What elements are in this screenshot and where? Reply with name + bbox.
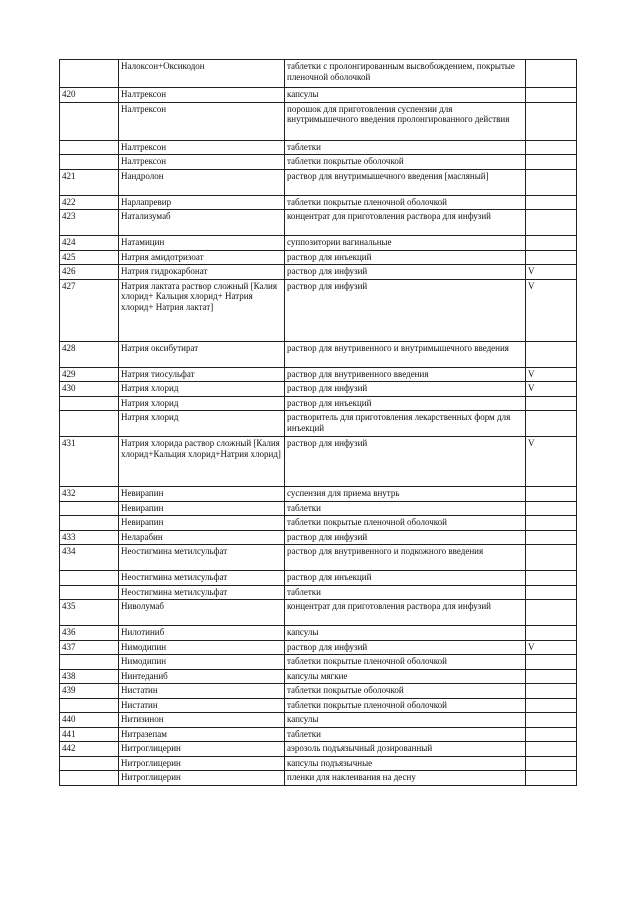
- drug-name: Натрия оксибутират: [119, 341, 285, 367]
- dosage-form: раствор для инфузий: [285, 382, 526, 397]
- vital-mark: V: [526, 437, 577, 487]
- dosage-form: таблетки покрытые пленочной оболочкой: [285, 655, 526, 670]
- table-row: [60, 367, 577, 382]
- vital-mark: [526, 600, 577, 626]
- row-number: [60, 501, 119, 516]
- dosage-form: концентрат для приготовления раствора для инфузий: [285, 210, 526, 236]
- table-row: [60, 437, 577, 487]
- vital-mark: [526, 756, 577, 771]
- row-number: 440: [60, 713, 119, 728]
- vital-mark: [526, 669, 577, 684]
- row-number: 441: [60, 727, 119, 742]
- row-number: 423: [60, 210, 119, 236]
- vital-mark: [526, 236, 577, 251]
- row-number: 430: [60, 382, 119, 397]
- table-row: [60, 655, 577, 670]
- table-row: [60, 545, 577, 571]
- drug-name: Натрия амидотризоат: [119, 250, 285, 265]
- vital-mark: [526, 155, 577, 170]
- dosage-form: раствор для внутривенного и подкожного введения: [285, 545, 526, 571]
- row-number: [60, 411, 119, 437]
- dosage-form: таблетки с пролонгированным высвобождением, покрытые пленочной оболочкой: [285, 60, 526, 88]
- table-row: [60, 571, 577, 586]
- dosage-form: раствор для инъекций: [285, 396, 526, 411]
- table-row: [60, 265, 577, 280]
- dosage-form: таблетки: [285, 140, 526, 155]
- row-number: 432: [60, 487, 119, 502]
- vital-mark: [526, 501, 577, 516]
- vital-mark: [526, 250, 577, 265]
- drug-name: Невирапин: [119, 501, 285, 516]
- table-row: [60, 487, 577, 502]
- drug-name: Нимодипин: [119, 655, 285, 670]
- vital-mark: [526, 742, 577, 757]
- vital-mark: [526, 713, 577, 728]
- row-number: 427: [60, 279, 119, 341]
- row-number: 428: [60, 341, 119, 367]
- dosage-form: раствор для инфузий: [285, 640, 526, 655]
- vital-mark: [526, 571, 577, 586]
- row-number: [60, 655, 119, 670]
- drug-name: Натрия хлорид: [119, 411, 285, 437]
- table-row: [60, 516, 577, 531]
- drug-name: Нистатин: [119, 684, 285, 699]
- table-row: [60, 169, 577, 195]
- vital-mark: [526, 210, 577, 236]
- dosage-form: раствор для внутривенного и внутримышечного введения: [285, 341, 526, 367]
- table-row: [60, 102, 577, 140]
- vital-mark: [526, 771, 577, 786]
- row-number: [60, 102, 119, 140]
- table-row: [60, 669, 577, 684]
- drug-name: Неларабин: [119, 530, 285, 545]
- drug-name: Налтрексон: [119, 102, 285, 140]
- drug-name: Натализумаб: [119, 210, 285, 236]
- vital-mark: V: [526, 640, 577, 655]
- dosage-form: раствор для инфузий: [285, 530, 526, 545]
- dosage-form: таблетки покрытые пленочной оболочкой: [285, 516, 526, 531]
- vital-mark: [526, 140, 577, 155]
- row-number: 424: [60, 236, 119, 251]
- vital-mark: [526, 655, 577, 670]
- dosage-form: таблетки покрытые оболочкой: [285, 155, 526, 170]
- dosage-form: таблетки покрытые оболочкой: [285, 684, 526, 699]
- drug-name: Неостигмина метилсульфат: [119, 571, 285, 586]
- drug-name: Нарлапревир: [119, 195, 285, 210]
- drug-name: Невирапин: [119, 487, 285, 502]
- vital-mark: V: [526, 265, 577, 280]
- vital-mark: [526, 195, 577, 210]
- drug-name: Налтрексон: [119, 140, 285, 155]
- drug-name: Неостигмина метилсульфат: [119, 545, 285, 571]
- row-number: 439: [60, 684, 119, 699]
- dosage-form: раствор для инъекций: [285, 571, 526, 586]
- drug-name: Натамицин: [119, 236, 285, 251]
- table-row: [60, 60, 577, 88]
- vital-mark: [526, 545, 577, 571]
- table-row: [60, 341, 577, 367]
- row-number: 436: [60, 626, 119, 641]
- dosage-form: капсулы подъязычные: [285, 756, 526, 771]
- dosage-form: таблетки покрытые пленочной оболочкой: [285, 698, 526, 713]
- row-number: [60, 516, 119, 531]
- table-row: [60, 501, 577, 516]
- drug-name: Невирапин: [119, 516, 285, 531]
- dosage-form: капсулы: [285, 88, 526, 103]
- table-row: [60, 713, 577, 728]
- vital-mark: V: [526, 382, 577, 397]
- vital-mark: [526, 411, 577, 437]
- table-row: [60, 250, 577, 265]
- row-number: [60, 155, 119, 170]
- row-number: [60, 771, 119, 786]
- drug-name: Натрия лактата раствор сложный [Калия хлорид+ Кальция хлорид+ Натрия хлорид+ Натрия лактат]: [119, 279, 285, 341]
- dosage-form: растворитель для приготовления лекарственных форм для инъекций: [285, 411, 526, 437]
- table-row: [60, 236, 577, 251]
- drug-name: Нитроглицерин: [119, 771, 285, 786]
- drug-name: Натрия гидрокарбонат: [119, 265, 285, 280]
- dosage-form: раствор для инъекций: [285, 250, 526, 265]
- drug-name: Натрия хлорида раствор сложный [Калия хлорид+Кальция хлорид+Натрия хлорид]: [119, 437, 285, 487]
- drug-name: Нандролон: [119, 169, 285, 195]
- row-number: 442: [60, 742, 119, 757]
- dosage-form: концентрат для приготовления раствора для инфузий: [285, 600, 526, 626]
- row-number: 433: [60, 530, 119, 545]
- vital-mark: [526, 60, 577, 88]
- dosage-form: суспензия для приема внутрь: [285, 487, 526, 502]
- table-row: [60, 140, 577, 155]
- table-row: [60, 88, 577, 103]
- table-row: [60, 727, 577, 742]
- dosage-form: таблетки: [285, 501, 526, 516]
- dosage-form: раствор для инфузий: [285, 437, 526, 487]
- table-row: [60, 195, 577, 210]
- row-number: 434: [60, 545, 119, 571]
- row-number: 431: [60, 437, 119, 487]
- dosage-form: таблетки покрытые пленочной оболочкой: [285, 195, 526, 210]
- dosage-form: раствор для инфузий: [285, 265, 526, 280]
- dosage-form: раствор для инфузий: [285, 279, 526, 341]
- vital-mark: [526, 727, 577, 742]
- row-number: 435: [60, 600, 119, 626]
- row-number: [60, 756, 119, 771]
- drug-name: Ниволумаб: [119, 600, 285, 626]
- row-number: [60, 60, 119, 88]
- dosage-form: суппозитории вагинальные: [285, 236, 526, 251]
- vital-mark: [526, 102, 577, 140]
- dosage-form: таблетки: [285, 585, 526, 600]
- drug-name: Нимодипин: [119, 640, 285, 655]
- table-row: [60, 382, 577, 397]
- drug-name: Натрия хлорид: [119, 396, 285, 411]
- dosage-form: капсулы мягкие: [285, 669, 526, 684]
- drug-name: Налтрексон: [119, 155, 285, 170]
- row-number: 437: [60, 640, 119, 655]
- row-number: 426: [60, 265, 119, 280]
- drug-list-table: [59, 59, 577, 786]
- drug-name: Нинтеданиб: [119, 669, 285, 684]
- table-row: [60, 585, 577, 600]
- table-row: [60, 155, 577, 170]
- drug-name: Нитроглицерин: [119, 742, 285, 757]
- row-number: 438: [60, 669, 119, 684]
- row-number: [60, 571, 119, 586]
- drug-name: Нитизинон: [119, 713, 285, 728]
- drug-name: Нистатин: [119, 698, 285, 713]
- row-number: 429: [60, 367, 119, 382]
- dosage-form: раствор для внутривенного введения: [285, 367, 526, 382]
- vital-mark: [526, 698, 577, 713]
- row-number: 422: [60, 195, 119, 210]
- row-number: [60, 585, 119, 600]
- table-row: [60, 742, 577, 757]
- table-row: [60, 640, 577, 655]
- vital-mark: [526, 530, 577, 545]
- dosage-form: пленки для наклеивания на десну: [285, 771, 526, 786]
- row-number: 421: [60, 169, 119, 195]
- table-row: [60, 756, 577, 771]
- vital-mark: [526, 516, 577, 531]
- vital-mark: [526, 487, 577, 502]
- table-row: [60, 698, 577, 713]
- vital-mark: [526, 341, 577, 367]
- row-number: [60, 698, 119, 713]
- vital-mark: [526, 396, 577, 411]
- table-row: [60, 411, 577, 437]
- drug-name: Налоксон+Оксикодон: [119, 60, 285, 88]
- vital-mark: [526, 626, 577, 641]
- drug-name: Нитроглицерин: [119, 756, 285, 771]
- drug-name: Натрия тиосульфат: [119, 367, 285, 382]
- row-number: 425: [60, 250, 119, 265]
- table-row: [60, 279, 577, 341]
- table-row: [60, 396, 577, 411]
- dosage-form: порошок для приготовления суспензии для внутримышечного введения пролонгированного действия: [285, 102, 526, 140]
- row-number: 420: [60, 88, 119, 103]
- vital-mark: [526, 88, 577, 103]
- table-row: [60, 600, 577, 626]
- dosage-form: капсулы: [285, 713, 526, 728]
- vital-mark: [526, 585, 577, 600]
- dosage-form: раствор для внутримышечного введения [масляный]: [285, 169, 526, 195]
- vital-mark: [526, 169, 577, 195]
- drug-name: Налтрексон: [119, 88, 285, 103]
- vital-mark: [526, 684, 577, 699]
- table-row: [60, 530, 577, 545]
- table-row: [60, 771, 577, 786]
- row-number: [60, 396, 119, 411]
- table-row: [60, 210, 577, 236]
- vital-mark: V: [526, 279, 577, 341]
- vital-mark: V: [526, 367, 577, 382]
- row-number: [60, 140, 119, 155]
- drug-name: Натрия хлорид: [119, 382, 285, 397]
- table-body: [60, 60, 577, 786]
- table-row: [60, 684, 577, 699]
- dosage-form: аэрозоль подъязычный дозированный: [285, 742, 526, 757]
- dosage-form: таблетки: [285, 727, 526, 742]
- drug-name: Неостигмина метилсульфат: [119, 585, 285, 600]
- drug-name: Нитразепам: [119, 727, 285, 742]
- drug-name: Нилотиниб: [119, 626, 285, 641]
- table-row: [60, 626, 577, 641]
- dosage-form: капсулы: [285, 626, 526, 641]
